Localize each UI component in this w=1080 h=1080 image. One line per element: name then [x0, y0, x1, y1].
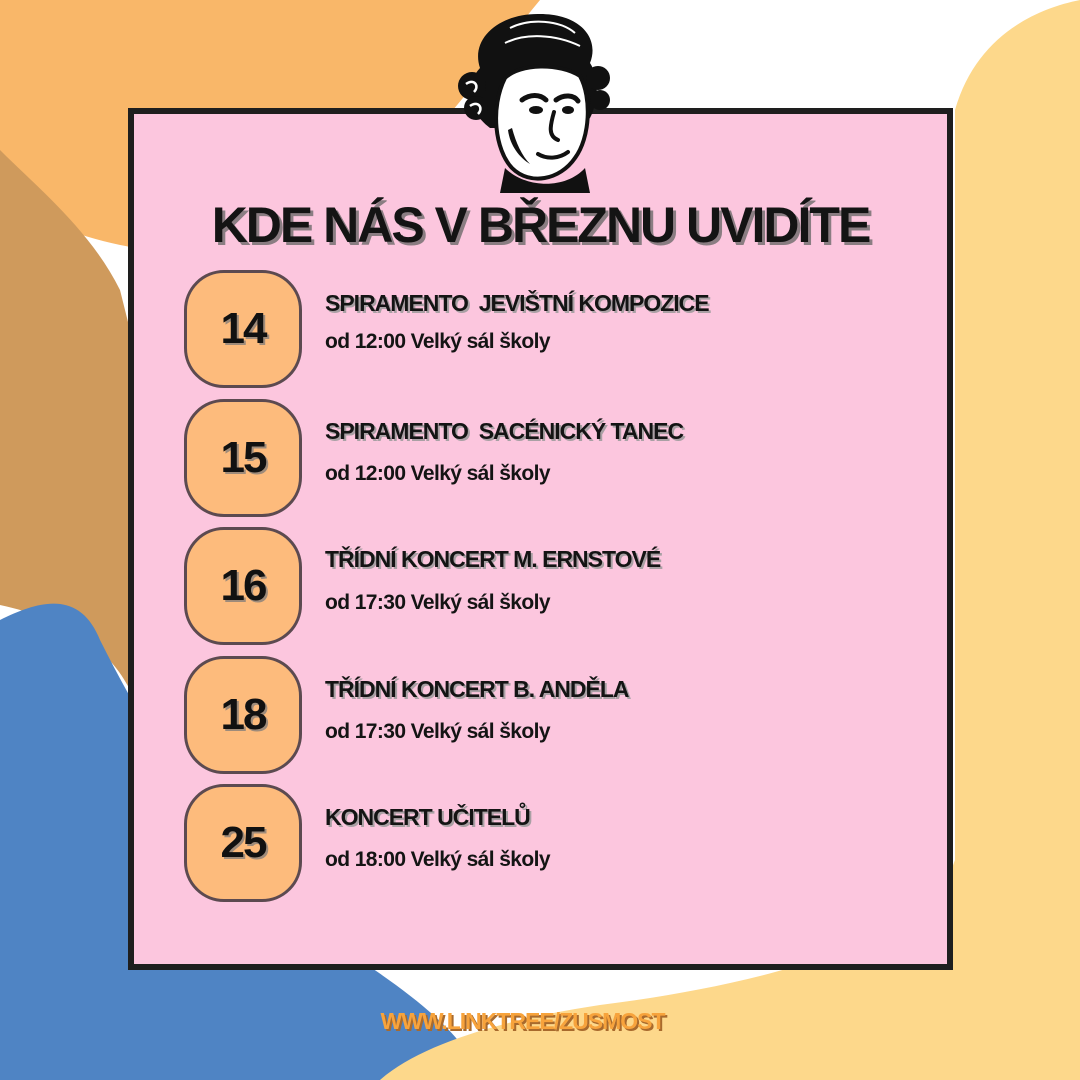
event-title: TŘÍDNÍ KONCERT B. ANDĚLA [325, 676, 629, 702]
event-title: KONCERT UČITELŮ [325, 804, 530, 830]
date-badge: 25 [184, 784, 302, 902]
event-title: SPIRAMENTO JEVIŠTNÍ KOMPOZICE [325, 290, 709, 316]
event-item [184, 784, 904, 906]
event-item [184, 656, 904, 778]
page-title: KDE NÁS V BŘEZNU UVIDÍTE [211, 197, 870, 253]
event-detail: od 17:30 Velký sál školy [325, 720, 550, 743]
date-badge: 15 [184, 399, 302, 517]
event-detail: od 12:00 Velký sál školy [325, 330, 550, 353]
event-item [184, 399, 904, 521]
event-title: SPIRAMENTO SACÉNICKÝ TANEC [325, 418, 684, 444]
date-badge: 14 [184, 270, 302, 388]
event-title: TŘÍDNÍ KONCERT M. ERNSTOVÉ [325, 546, 661, 572]
event-item [184, 527, 904, 649]
composer-portrait-icon [450, 8, 620, 193]
event-detail: od 18:00 Velký sál školy [325, 848, 550, 871]
event-item [184, 270, 904, 392]
linktree-link[interactable]: WWW.LINKTREE/ZUSMOST [380, 1008, 665, 1034]
date-badge: 18 [184, 656, 302, 774]
date-badge: 16 [184, 527, 302, 645]
event-detail: od 17:30 Velký sál školy [325, 591, 550, 614]
event-detail: od 12:00 Velký sál školy [325, 462, 550, 485]
